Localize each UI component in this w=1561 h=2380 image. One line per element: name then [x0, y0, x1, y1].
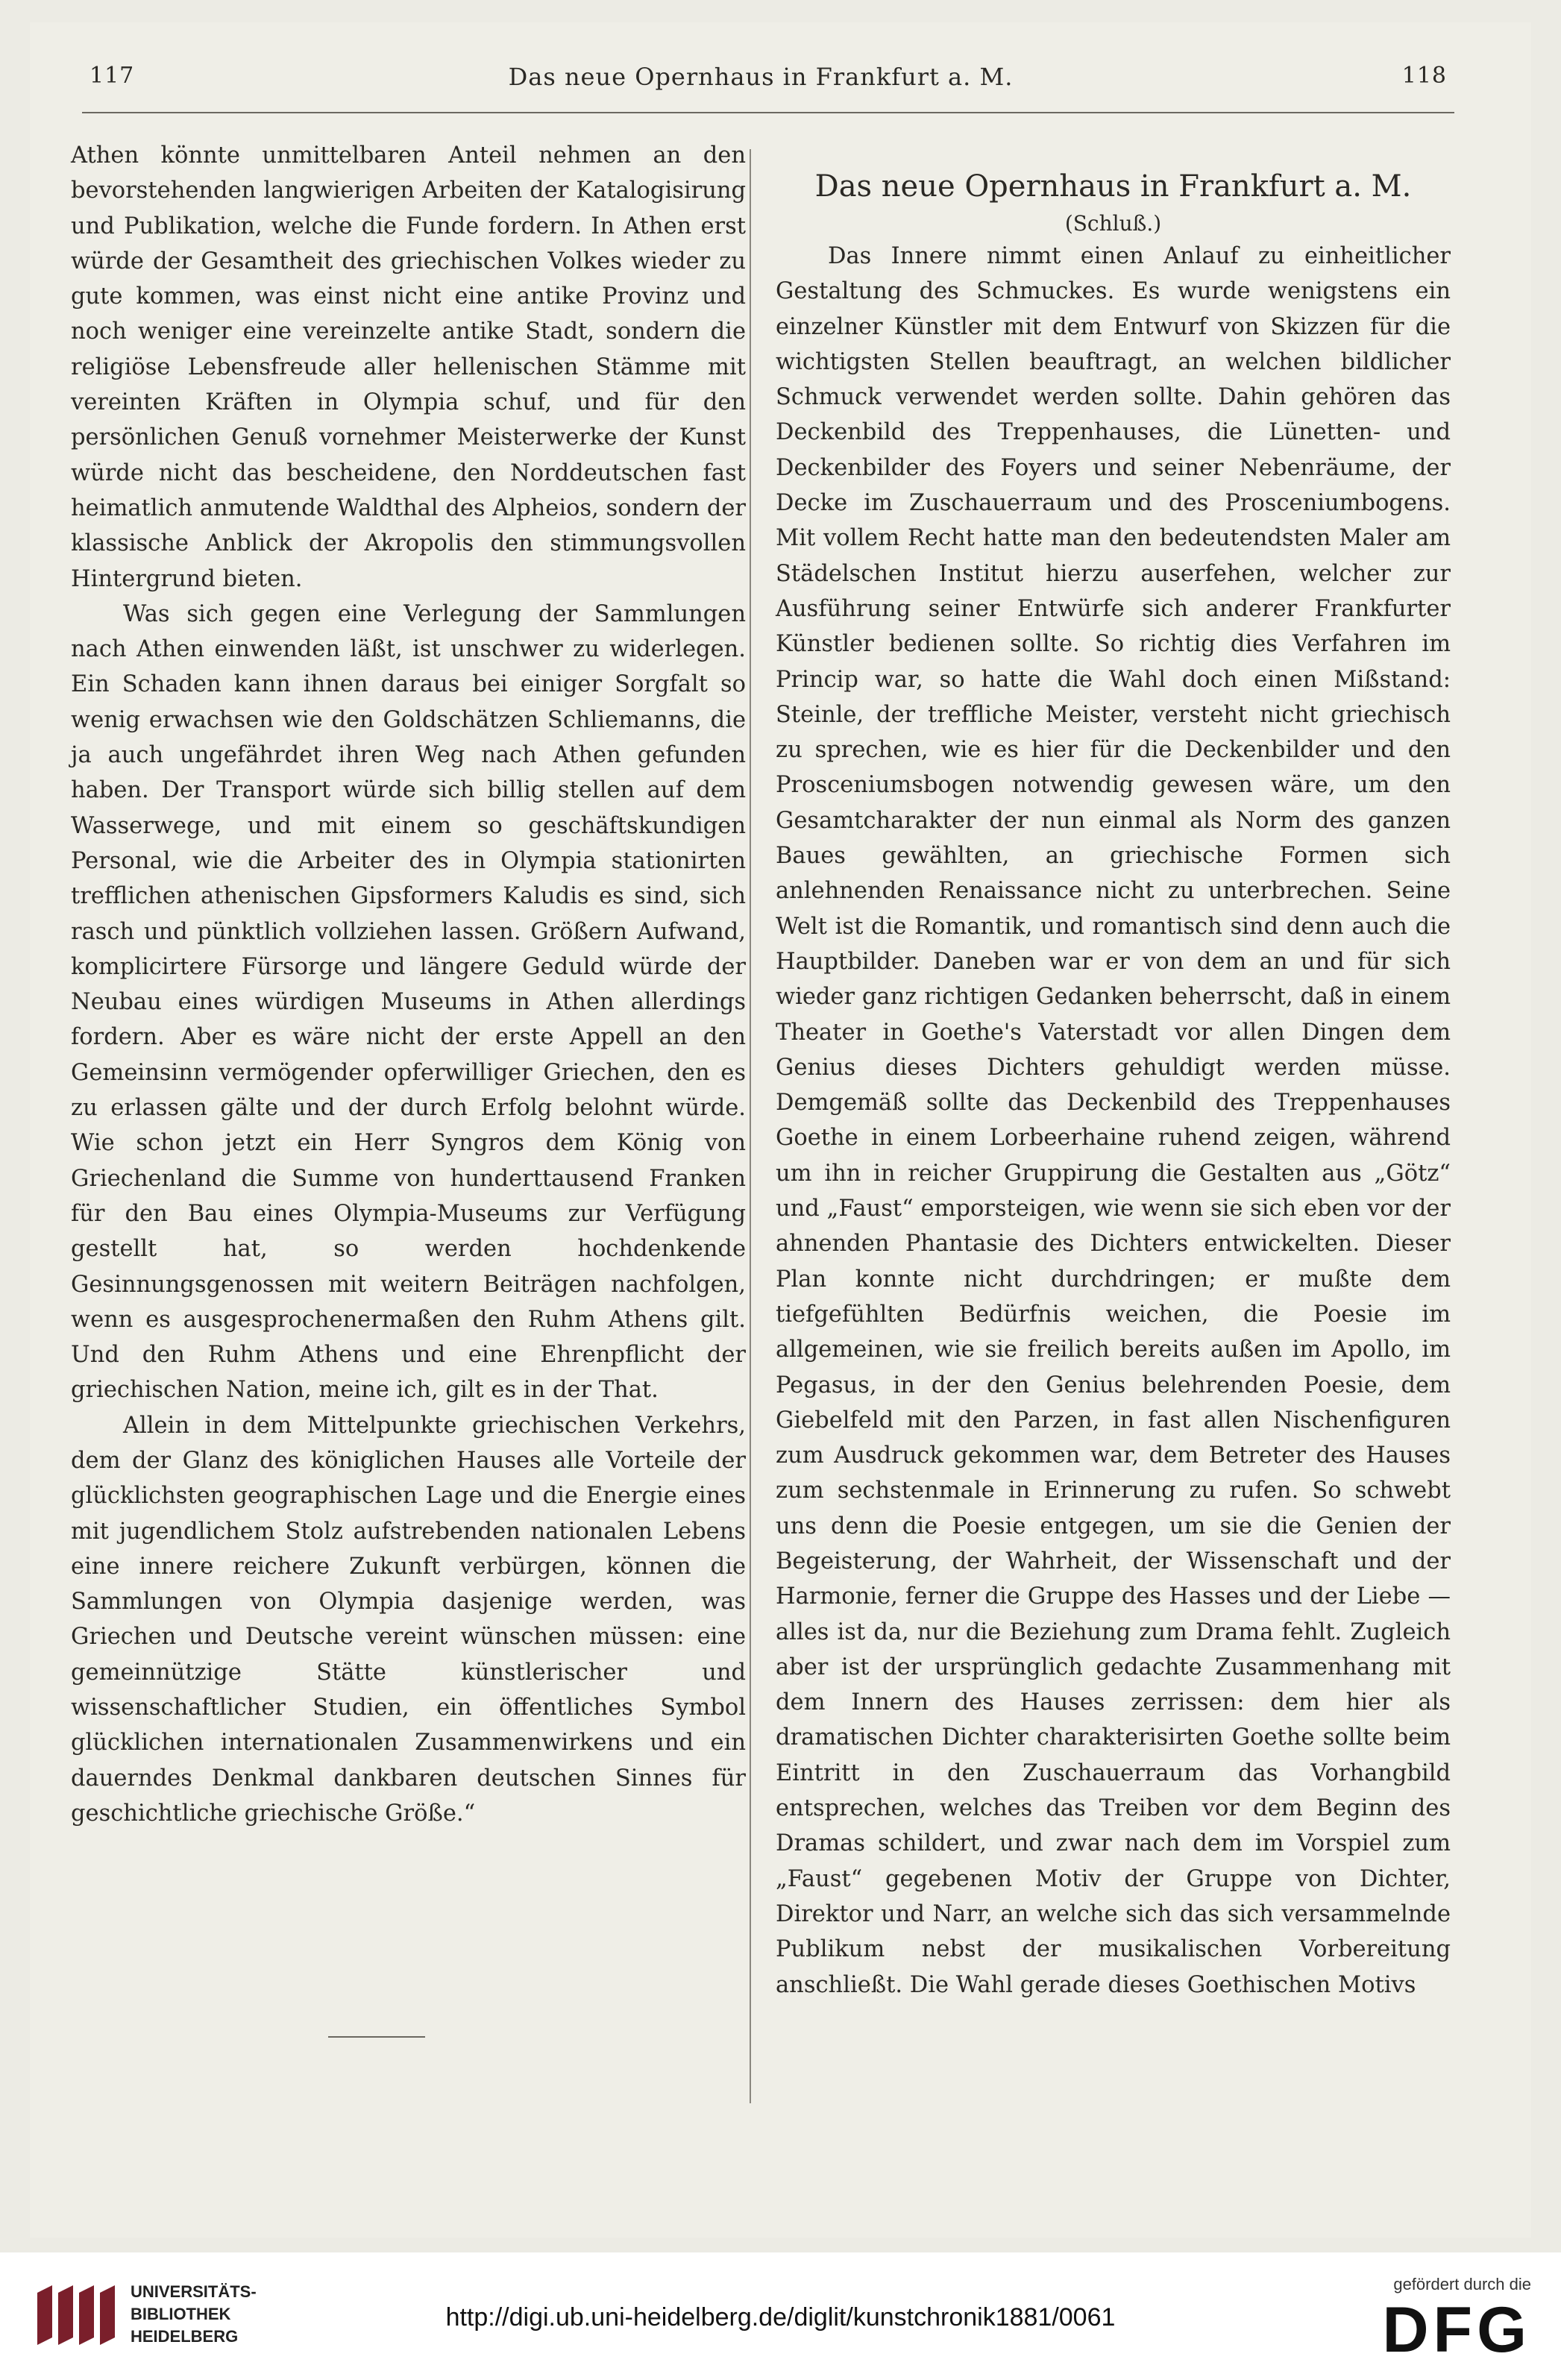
footer-bar	[0, 2252, 1561, 2380]
page-number-left: 117	[89, 63, 135, 89]
header-rule	[82, 112, 1454, 113]
paragraph: Athen könnte unmittelbaren Anteil nehmen an den bevorstehenden langwierigen Arbeiten der Katalogisirung und Publikation, welche die Funde fordern. In Athen erst würde der Gesamtheit des griechischen Volkes wieder zu gute kommen, was einst nicht eine antike Provinz und noch weniger eine vereinzelte antike Stadt, sondern die religiöse Lebensfreude aller hellenischen Stämme mit vereinten Kräften in Olympia schuf, und für den persönlichen Genuß vornehmer Meisterwerke der Kunst würde nicht das bescheidene, den Norddeutschen fast heimatlich anmutende Waldthal des Alpheios, sondern der klassische Anblick der Akropolis den stimmungsvollen Hintergrund bieten.	[71, 142, 746, 592]
page-number-right: 118	[1401, 63, 1447, 89]
paragraph: Das Innere nimmt einen Anlauf zu einheitlicher Gestaltung des Schmuckes. Es wurde wenigstens ein einzelner Künstler mit dem Entwurf von Skizzen für die wichtigsten Stellen beauftragt, an welchen bildlicher Schmuck verwendet werden sollte. Dahin gehören das Deckenbild des Treppenhauses, die Lünetten- und Deckenbilder des Foyers und seiner Nebenräume, der Decke im Zuschauerraum und des Prosceniumbogens. Mit vollem Recht hatte man den bedeutendsten Maler am Städelschen Institut hierzu auserfehen, welcher zur Ausführung seiner Entwürfe sich anderer Frankfurter Künstler bedienen sollte. So richtig dies Verfahren im Princip war, so hatte die Wahl doch einen Mißstand: Steinle, der treffliche Meister, versteht nicht griechisch zu sprechen, wie es hier für die Deckenbilder und den Prosceniumsbogen notwendig gewesen wäre, um den Gesamtcharakter der nun einmal als Norm des ganzen Baues gewählten, an griechische Formen sich anlehnenden Renaissance nicht zu unterbrechen. Seine Welt ist die Romantik, und romantisch sind denn auch die Hauptbilder. Daneben war er von dem an und für sich wieder ganz richtigen Gedanken beherrscht, daß in einem Theater in Goethe's Vaterstadt vor allen Dingen dem Genius dieses Dichters gehuldigt werden müsse. Demgemäß sollte das Deckenbild des Treppenhauses Goethe in einem Lorbeerhaine ruhend zeigen, während um ihn in reicher Gruppirung die Gestalten aus „Götz“ und „Faust“ emporsteigen, wie wenn sie sich eben vor der ahnenden Phantasie des Dichters entwickelten. Dieser Plan konnte nicht durchdringen; er mußte dem tiefgefühlten Bedürfnis weichen, die Poesie im allgemeinen, wie sie freilich bereits außen im Apollo, im Pegasus, in der den Genius belehrenden Poesie, dem Giebelfeld mit den Parzen, in fast allen Nischenfiguren zum Ausdruck gekommen war, dem Betreter des Hauses zum sechstenmale in Erinnerung zu rufen. So schwebt uns denn die Poesie entgegen, um sie die Genien der Begeisterung, der Wahrheit, der Wissenschaft und der Harmonie, ferner die Gruppe des Hasses und der Liebe — alles ist da, nur die Beziehung zum Drama fehlt. Zugleich aber ist der ursprünglich gedachte Zusammenhang mit dem Innern des Hauses zerrissen: dem hier als dramatischen Dichter charakterisirten Goethe sollte beim Eintritt in den Zuschauerraum das Vorhangbild entsprechen, welches das Treiben vor dem Beginn des Dramas schildert, und zwar nach dem im Vorspiel zum „Faust“ gegebenen Motiv der Gruppe von Dichter, Direktor und Narr, an welche sich das sich versammelnde Publikum nebst der musikalischen Vorbereitung anschließt. Die Wahl gerade dieses Goethischen Motivs	[776, 243, 1451, 1998]
funder-text: gefördert durch die	[1393, 2275, 1531, 2293]
dfg-logo: DFG	[1382, 2294, 1531, 2366]
article-subtitle: (Schluß.)	[1064, 211, 1162, 236]
left-column	[71, 138, 746, 1831]
logo-line: BIBLIOTHEK	[131, 2305, 231, 2323]
logo-line: HEIDELBERG	[131, 2327, 239, 2346]
funder-block	[1352, 2275, 1531, 2366]
logo-line: UNIVERSITÄTS-	[131, 2282, 257, 2301]
right-column	[776, 164, 1451, 2003]
paragraph: Allein in dem Mittelpunkte griechischen Verkehrs, dem der Glanz des königlichen Hauses alle Vorteile der glücklichsten geographischen Lage und die Energie eines mit jugendlichem Stolz aufstrebenden nationalen Lebens eine innere reichere Zukunft verbürgen, können die Sammlungen von Olympia dasjenige werden, was Griechen und Deutsche vereint wünschen müssen: eine gemeinnützige Stätte künstlerischer und wissenschaftlicher Studien, ein öffentliches Symbol glücklichen internationalen Zusammenwirkens und ein dauerndes Denkmal dankbaren deutschen Sinnes für geschichtliche griechische Größe.“	[71, 1412, 746, 1827]
paragraph: Was sich gegen eine Verlegung der Sammlungen nach Athen einwenden läßt, ist unschwer zu widerlegen. Ein Schaden kann ihnen daraus bei einiger Sorgfalt so wenig erwachsen wie den Goldschätzen Schliemanns, die ja auch ungefährdet ihren Weg nach Athen gefunden haben. Der Transport würde sich billig stellen auf dem Wasserwege, und mit einem so geschäftskundigen Personal, wie die Arbeiter des in Olympia stationirten trefflichen athenischen Gipsformers Kaludis es sind, sich rasch und pünktlich vollziehen lassen. Größern Aufwand, komplicirtere Fürsorge und längere Geduld würde der Neubau eines würdigen Museums in Athen allerdings fordern. Aber es wäre nicht der erste Appell an den Gemeinsinn vermögender opferwilliger Griechen, den es zu erlassen gälte und der durch Erfolg belohnt würde. Wie schon jetzt ein Herr Syngros dem König von Griechenland die Summe von hunderttausend Franken für den Bau eines Olympia-Museums zur Verfügung gestellt hat, so werden hochdenkende Gesinnungsgenossen mit weitern Beiträgen nachfolgen, wenn es ausgesprochenermaßen den Ruhm Athens gilt. Und den Ruhm Athens und eine Ehrenpflicht der griechischen Nation, meine ich, gilt es in der That.	[71, 600, 746, 1404]
running-header	[60, 48, 1462, 92]
running-title: Das neue Opernhaus in Frankfurt a. M.	[508, 63, 1014, 91]
article-title: Das neue Opernhaus in Frankfurt a. M.	[814, 169, 1412, 204]
column-divider	[750, 149, 751, 2103]
source-url-link[interactable]: http://digi.ub.uni-heidelberg.de/diglit/kunstchronik1881/0061	[445, 2303, 1116, 2332]
article-end-rule	[328, 2036, 425, 2038]
